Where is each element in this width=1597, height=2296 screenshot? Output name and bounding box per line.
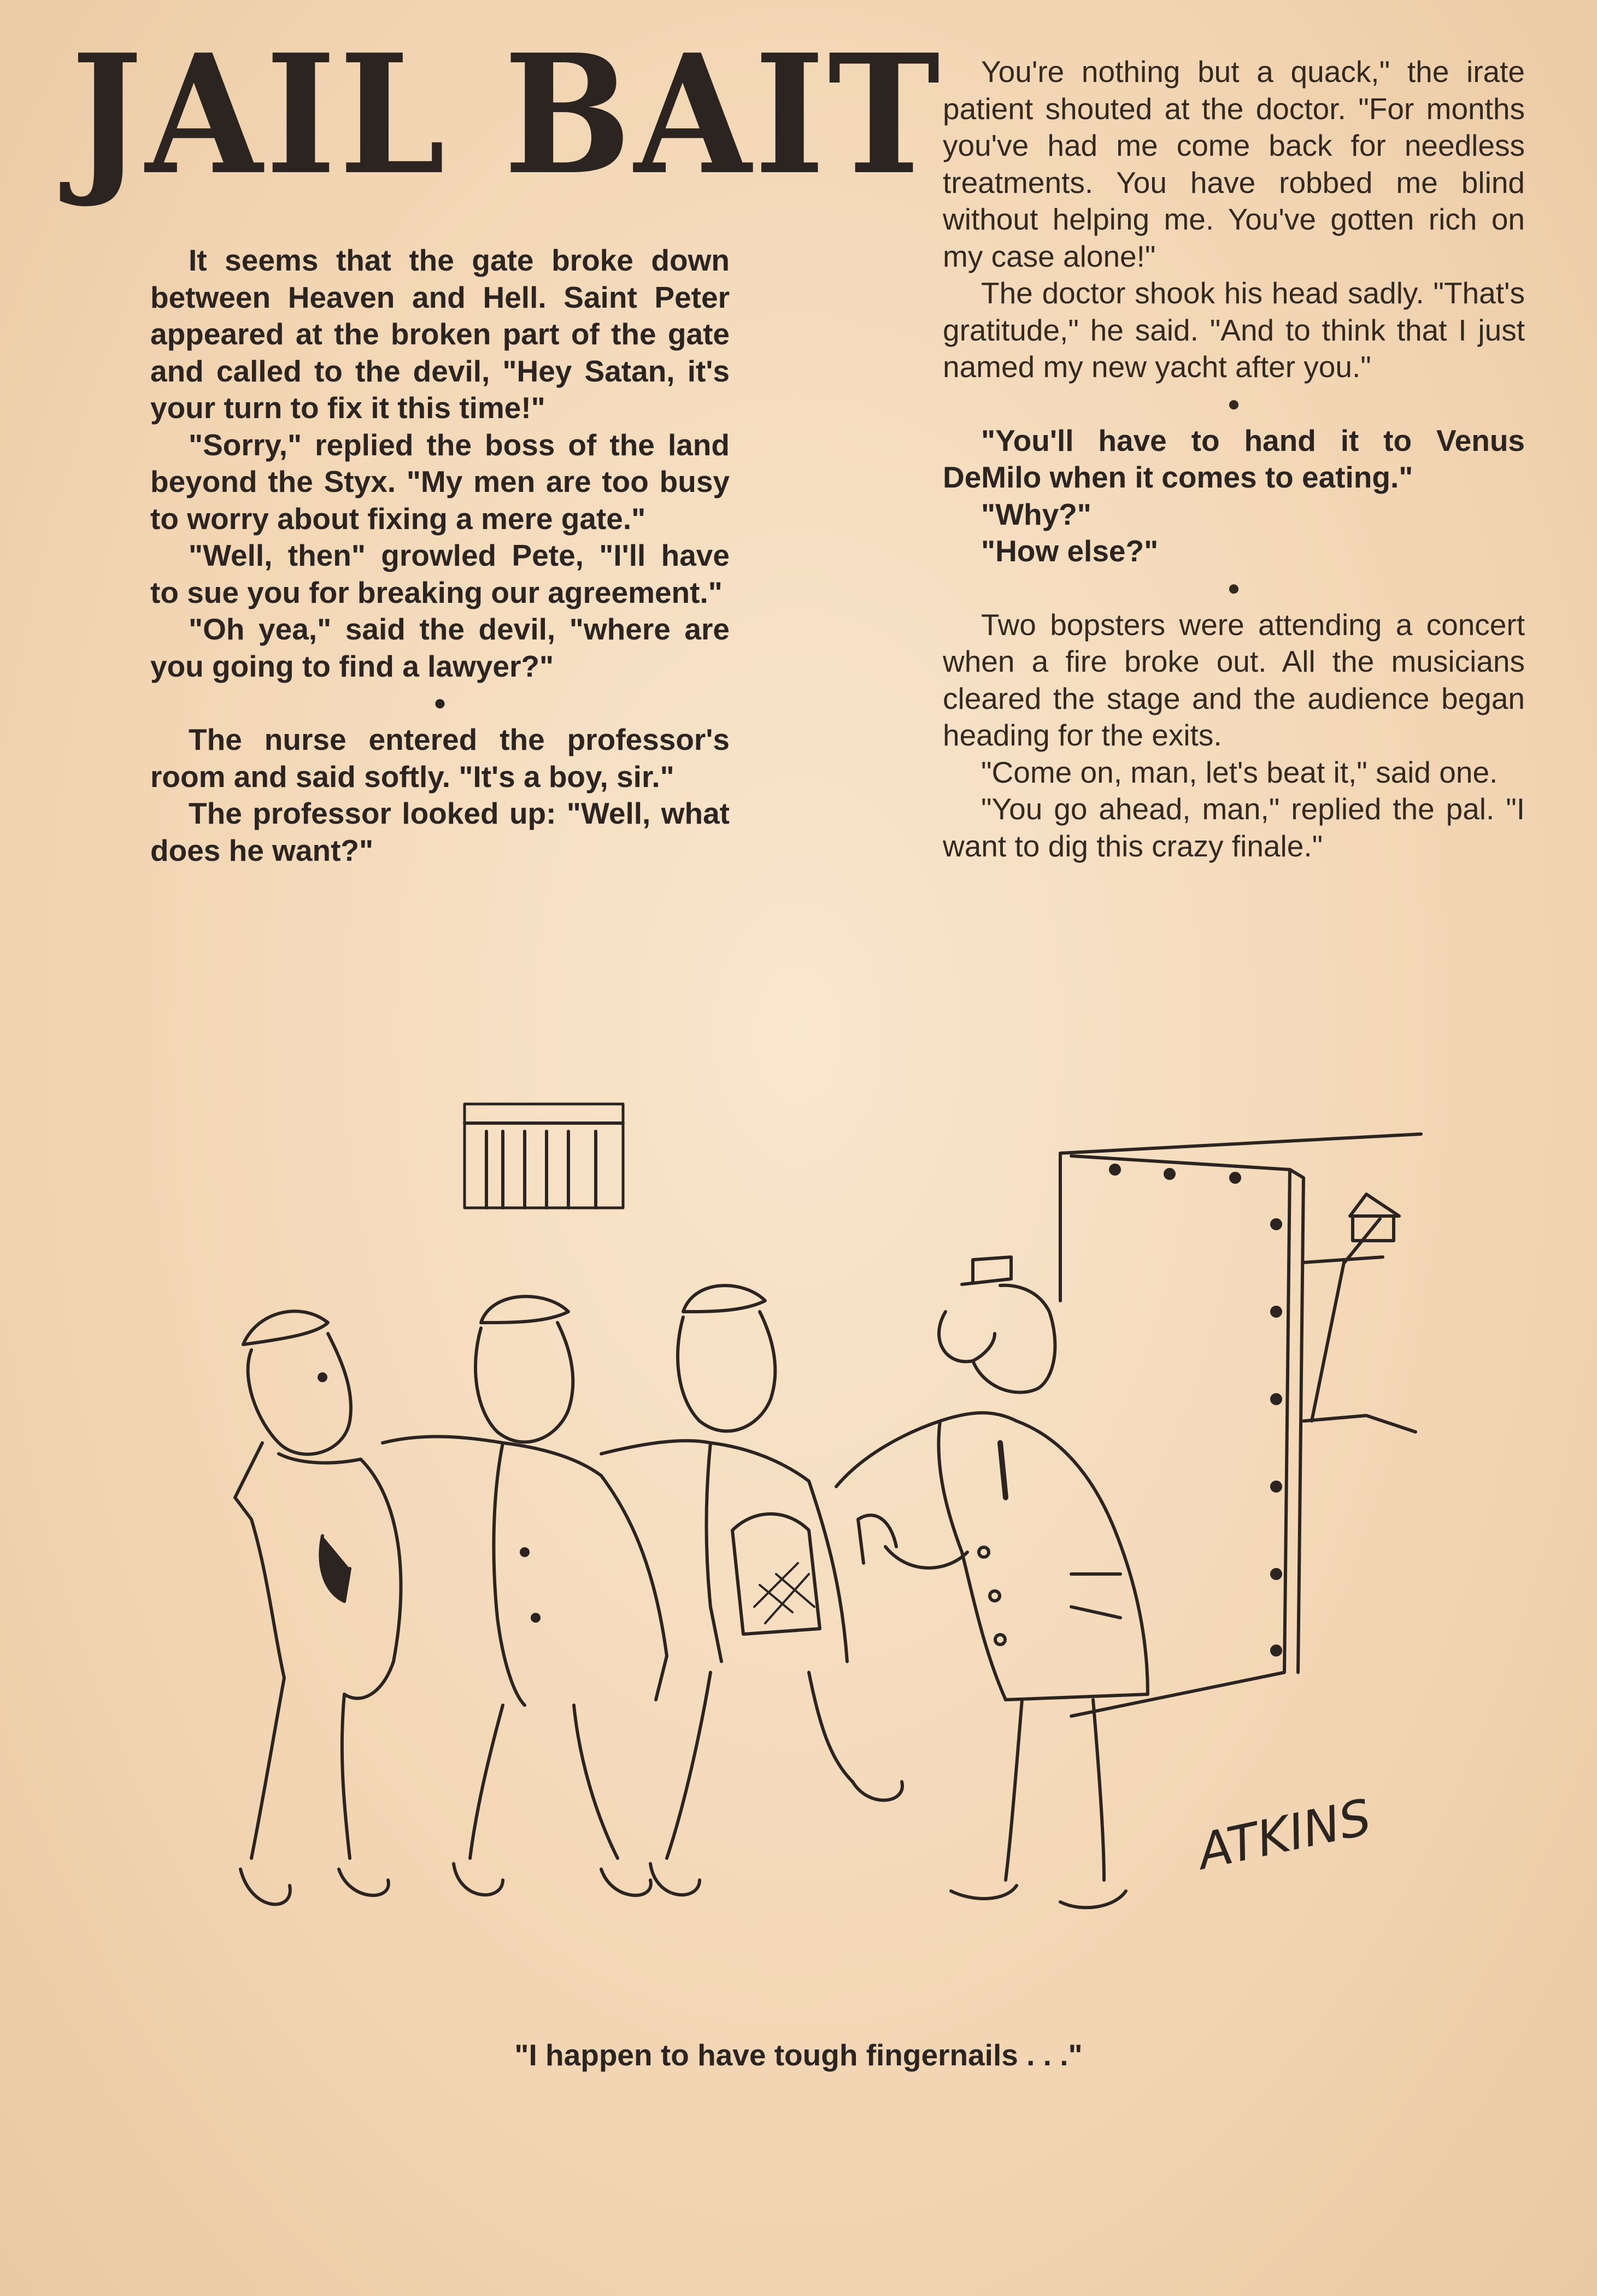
joke-paragraph: It seems that the gate broke down between Heaven and Hell. Saint Peter appeared at the broken part of the gate and called to the devil, "Hey Satan, it's your turn to fix it this time!" <box>150 243 730 425</box>
guard-tower <box>1304 1194 1416 1432</box>
joke-paragraph: "Why?" <box>981 497 1091 531</box>
joke-paragraph: The doctor shook his head sadly. "That's gratitude," he said. "And to think that I just named my new yacht after you." <box>943 276 1525 384</box>
joke-paragraph: "Well, then" growled Pete, "I'll have to sue you for breaking our agreement." <box>150 538 730 609</box>
joke-paragraph: "You go ahead, man," replied the pal. "I want to dig this crazy finale." <box>943 792 1525 863</box>
prison-cartoon <box>219 1082 1443 2033</box>
prisoner-right <box>601 1285 902 1895</box>
right-joke-column <box>943 54 1525 865</box>
joke-paragraph: "You'll have to hand it to Venus DeMilo when it comes to eating." <box>943 423 1525 494</box>
joke-paragraph: "Sorry," replied the boss of the land beyond the Styx. "My men are too busy to worry about fixing a mere gate." <box>150 427 730 536</box>
joke-paragraph: The nurse entered the professor's room and said softly. "It's a boy, sir." <box>150 723 730 794</box>
barred-window <box>465 1104 623 1208</box>
joke-paragraph: "How else?" <box>981 534 1159 568</box>
joke-paragraph: "Come on, man, let's beat it," said one. <box>981 755 1498 789</box>
separator-bullet: ● <box>433 691 447 715</box>
prisoner-middle <box>383 1296 667 1895</box>
separator-bullet: ● <box>1227 391 1241 416</box>
joke-paragraph: You're nothing but a quack," the irate patient shouted at the doctor. "For months you've had me come back for needless treatments. You have robbed me blind without helping me. You've gotten rich on my case alone!" <box>943 55 1525 273</box>
cartoon-caption: "I happen to have tough fingernails . . ." <box>514 2038 1083 2072</box>
joke-paragraph: The professor looked up: "Well, what does he want?" <box>150 796 730 867</box>
separator-bullet: ● <box>1227 576 1241 600</box>
cell-door <box>1060 1134 1421 1716</box>
artist-signature: ATKINS <box>1193 1788 1376 1881</box>
joke-paragraph: Two bopsters were attending a concert when a fire broke out. All the musicians cleared the stage and the audience began heading for the exits. <box>943 607 1525 752</box>
left-joke-column <box>150 242 730 869</box>
prisoner-left <box>235 1311 401 1904</box>
prison-guard <box>836 1257 1148 1907</box>
page-title: JAIL BAIT <box>71 18 943 211</box>
joke-paragraph: "Oh yea," said the devil, "where are you going to find a lawyer?" <box>150 612 730 683</box>
